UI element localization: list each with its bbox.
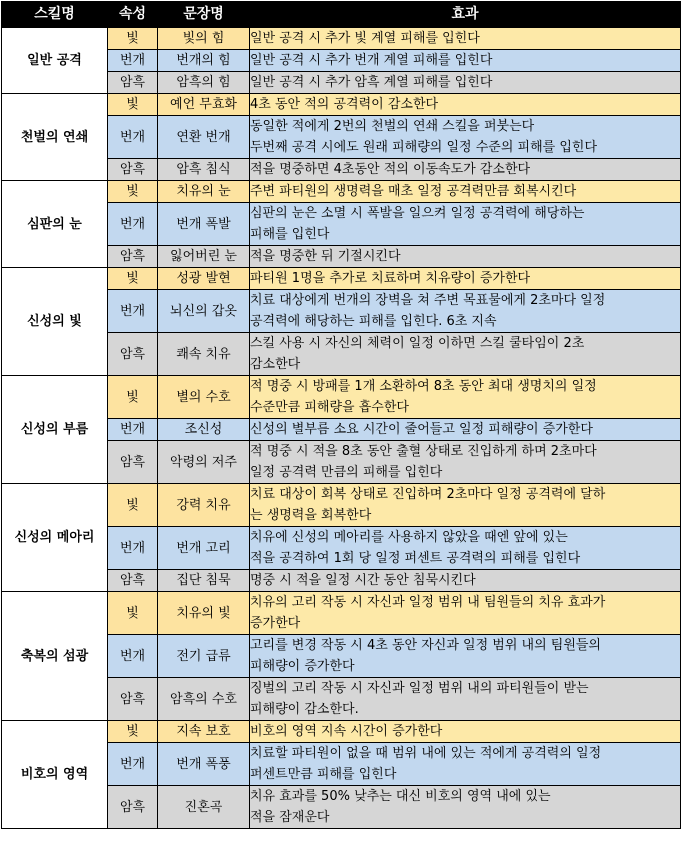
attribute-cell: 빛	[108, 181, 158, 203]
sentence-name-cell: 진혼곡	[158, 786, 250, 829]
attribute-cell: 암흑	[108, 786, 158, 829]
effect-line: 는 생명력을 회복한다	[250, 508, 372, 523]
table-row	[2, 721, 681, 743]
effect-line: 감소한다	[250, 357, 301, 372]
effect-line: 적을 명중하면 4초동안 적의 이동속도가 감소한다	[250, 162, 531, 177]
header-sentence: 문장명	[158, 2, 250, 28]
effect-line: 적을 잠재운다	[250, 810, 330, 825]
effect-line: 4초 동안 적의 공격력이 감소한다	[250, 97, 439, 112]
effect-cell	[250, 721, 681, 743]
attribute-cell: 빛	[108, 721, 158, 743]
effect-line: 수준만큼 피해량을 흡수한다	[250, 400, 409, 415]
effect-line: 치료 대상에게 번개의 장벽을 쳐 주변 목표물에게 2초마다 일정	[250, 293, 606, 308]
effect-cell	[250, 333, 681, 376]
effect-cell	[250, 72, 681, 94]
effect-line: 고리를 변경 작동 시 4초 동안 자신과 일정 범위 내의 팀원들의	[250, 638, 601, 653]
attribute-cell: 암흑	[108, 441, 158, 484]
effect-cell	[250, 678, 681, 721]
table-row	[2, 28, 681, 50]
sentence-name-cell: 번개의 힘	[158, 50, 250, 72]
effect-line: 치료할 파티원이 없을 때 범위 내에 있는 적에게 공격력의 일정	[250, 746, 602, 761]
attribute-cell: 빛	[108, 592, 158, 635]
attribute-cell: 빛	[108, 28, 158, 50]
effect-line: 명중 시 적을 일정 시간 동안 침묵시킨다	[250, 573, 476, 588]
effect-line: 징벌의 고리 작동 시 자신과 일정 범위 내의 파티원들이 받는	[250, 681, 589, 696]
attribute-cell: 빛	[108, 376, 158, 419]
attribute-cell: 번개	[108, 743, 158, 786]
effect-line: 피해량이 증가한다	[250, 659, 355, 674]
skill-name-cell: 일반 공격	[2, 28, 108, 94]
header-attr: 속성	[108, 2, 158, 28]
attribute-cell: 번개	[108, 50, 158, 72]
effect-line: 증가한다	[250, 616, 301, 631]
effect-line: 일반 공격 시 추가 암흑 계열 피해를 입힌다	[250, 75, 493, 90]
attribute-cell: 암흑	[108, 159, 158, 181]
sentence-name-cell: 암흑 침식	[158, 159, 250, 181]
sentence-name-cell: 치유의 빛	[158, 592, 250, 635]
effect-cell	[250, 743, 681, 786]
table-row	[2, 181, 681, 203]
effect-line: 신성의 별부름 소요 시간이 줄어들고 일정 피해량이 증가한다	[250, 422, 593, 437]
skill-name-cell: 천벌의 연쇄	[2, 94, 108, 181]
effect-line: 일정 공격력 만큼의 피해를 입힌다	[250, 465, 443, 480]
effect-line: 적을 명중한 뒤 기절시킨다	[250, 249, 401, 264]
attribute-cell: 암흑	[108, 570, 158, 592]
effect-cell	[250, 527, 681, 570]
effect-line: 일반 공격 시 추가 번개 계열 피해를 입힌다	[250, 53, 493, 68]
attribute-cell: 번개	[108, 203, 158, 246]
effect-line: 공격력에 해당하는 피해를 입힌다. 6초 지속	[250, 314, 497, 329]
effect-cell	[250, 181, 681, 203]
attribute-cell: 번개	[108, 419, 158, 441]
effect-line: 적 명중 시 적을 8초 동안 출혈 상태로 진입하게 하며 2초마다	[250, 444, 597, 459]
sentence-name-cell: 전기 급류	[158, 635, 250, 678]
effect-cell	[250, 419, 681, 441]
attribute-cell: 번개	[108, 290, 158, 333]
skill-name-cell: 심판의 눈	[2, 181, 108, 268]
effect-cell	[250, 116, 681, 159]
effect-cell	[250, 50, 681, 72]
effect-line: 스킬 사용 시 자신의 체력이 일정 이하면 스킬 쿨타임이 2초	[250, 336, 585, 351]
effect-cell	[250, 290, 681, 333]
effect-cell	[250, 28, 681, 50]
sentence-name-cell: 예언 무효화	[158, 94, 250, 116]
attribute-cell: 암흑	[108, 333, 158, 376]
sentence-name-cell: 번개 폭발	[158, 203, 250, 246]
sentence-name-cell: 잃어버린 눈	[158, 246, 250, 268]
sentence-name-cell: 쾌속 치유	[158, 333, 250, 376]
sentence-name-cell: 성광 발현	[158, 268, 250, 290]
effect-line: 퍼센트만큼 피해를 입힌다	[250, 767, 397, 782]
effect-cell	[250, 635, 681, 678]
attribute-cell: 빛	[108, 484, 158, 527]
attribute-cell: 번개	[108, 635, 158, 678]
effect-cell	[250, 203, 681, 246]
header-row	[2, 2, 681, 28]
effect-cell	[250, 376, 681, 419]
effect-cell	[250, 441, 681, 484]
effect-cell	[250, 484, 681, 527]
attribute-cell: 빛	[108, 94, 158, 116]
sentence-name-cell: 번개 고리	[158, 527, 250, 570]
effect-line: 치유 효과를 50% 낮추는 대신 비호의 영역 내에 있는	[250, 789, 551, 804]
effect-line: 파티원 1명을 추가로 치료하며 치유량이 증가한다	[250, 271, 531, 286]
table-row	[2, 268, 681, 290]
effect-cell	[250, 159, 681, 181]
effect-line: 비호의 영역 지속 시간이 증가한다	[250, 724, 443, 739]
sentence-name-cell: 지속 보호	[158, 721, 250, 743]
effect-cell	[250, 592, 681, 635]
effect-cell	[250, 786, 681, 829]
table-row	[2, 592, 681, 635]
effect-line: 치유에 신성의 메아리를 사용하지 않았을 때엔 앞에 있는	[250, 530, 568, 545]
header-effect: 효과	[250, 2, 681, 28]
effect-line: 주변 파티원의 생명력을 매초 일정 공격력만큼 회복시킨다	[250, 184, 577, 199]
skill-name-cell: 신성의 빛	[2, 268, 108, 376]
skill-table	[1, 1, 681, 829]
sentence-name-cell: 강력 치유	[158, 484, 250, 527]
sentence-name-cell: 암흑의 힘	[158, 72, 250, 94]
sentence-name-cell: 빛의 힘	[158, 28, 250, 50]
attribute-cell: 번개	[108, 527, 158, 570]
sentence-name-cell: 번개 폭풍	[158, 743, 250, 786]
effect-line: 피해량이 감소한다.	[250, 702, 359, 717]
sentence-name-cell: 집단 침묵	[158, 570, 250, 592]
effect-cell	[250, 268, 681, 290]
table-row	[2, 94, 681, 116]
sentence-name-cell: 암흑의 수호	[158, 678, 250, 721]
effect-line: 피해를 입힌다	[250, 227, 330, 242]
effect-line: 일반 공격 시 추가 빛 계열 피해를 입힌다	[250, 31, 480, 46]
effect-line: 동일한 적에게 2번의 천벌의 연쇄 스킬을 퍼붓는다	[250, 119, 535, 134]
skill-name-cell: 신성의 부름	[2, 376, 108, 484]
header-skill: 스킬명	[2, 2, 108, 28]
effect-line: 치료 대상이 회복 상태로 진입하며 2초마다 일정 공격력에 달하	[250, 487, 606, 502]
effect-line: 적을 공격하여 1회 당 일정 퍼센트 공격력의 피해를 입힌다	[250, 551, 581, 566]
effect-line: 치유의 고리 작동 시 자신과 일정 범위 내 팀원들의 치유 효과가	[250, 595, 606, 610]
table-row	[2, 376, 681, 419]
sentence-name-cell: 조신성	[158, 419, 250, 441]
attribute-cell: 번개	[108, 116, 158, 159]
attribute-cell: 암흑	[108, 246, 158, 268]
sentence-name-cell: 연환 번개	[158, 116, 250, 159]
effect-line: 심판의 눈은 소멸 시 폭발을 일으켜 일정 공격력에 해당하는	[250, 206, 585, 221]
effect-cell	[250, 246, 681, 268]
effect-cell	[250, 94, 681, 116]
effect-cell	[250, 570, 681, 592]
sentence-name-cell: 별의 수호	[158, 376, 250, 419]
sentence-name-cell: 악령의 저주	[158, 441, 250, 484]
effect-line: 두번째 공격 시에도 원래 피해량의 일정 수준의 피해를 입힌다	[250, 140, 598, 155]
table-row	[2, 484, 681, 527]
sentence-name-cell: 뇌신의 갑옷	[158, 290, 250, 333]
skill-name-cell: 축복의 섬광	[2, 592, 108, 721]
skill-name-cell: 신성의 메아리	[2, 484, 108, 592]
attribute-cell: 빛	[108, 268, 158, 290]
attribute-cell: 암흑	[108, 72, 158, 94]
skill-name-cell: 비호의 영역	[2, 721, 108, 829]
effect-line: 적 명중 시 방패를 1개 소환하여 8초 동안 최대 생명치의 일정	[250, 379, 597, 394]
sentence-name-cell: 치유의 눈	[158, 181, 250, 203]
attribute-cell: 암흑	[108, 678, 158, 721]
